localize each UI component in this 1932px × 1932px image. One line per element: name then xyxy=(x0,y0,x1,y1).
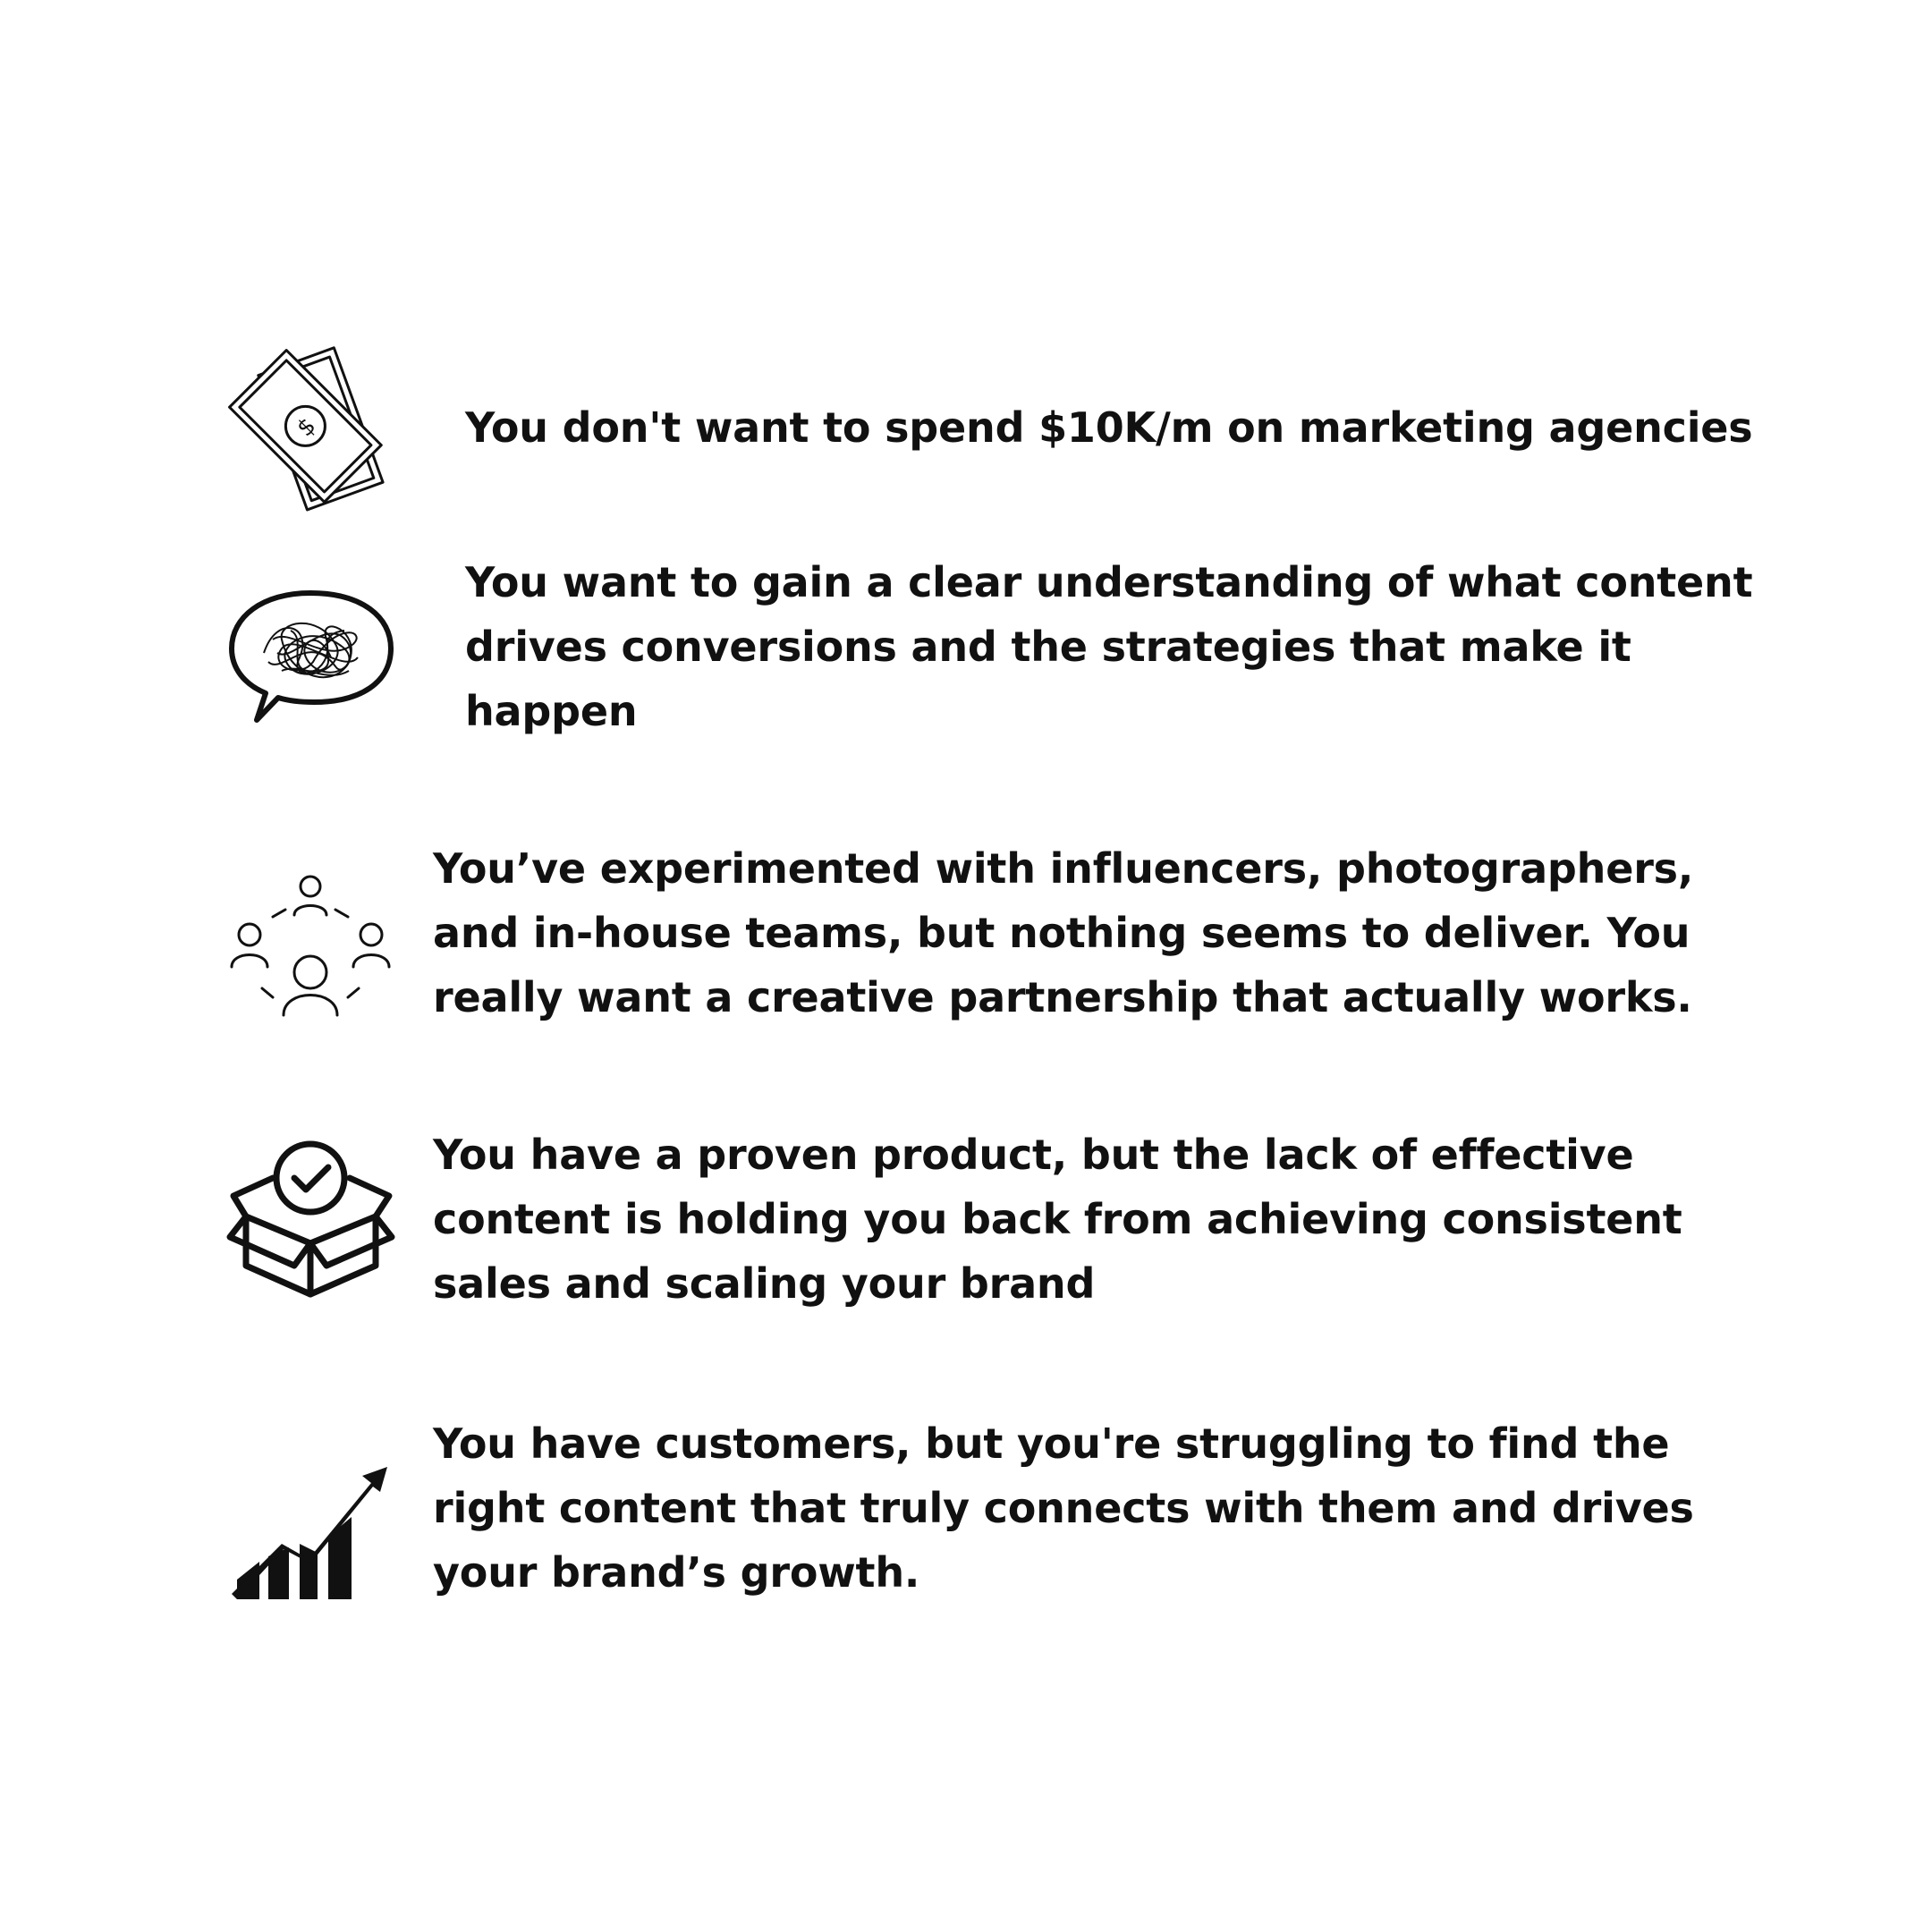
people-network-icon xyxy=(228,863,394,1029)
item-text: You have a proven product, but the lack of effective content is holding you back from achieving consistent sales and scaling your brand xyxy=(433,1131,1682,1308)
item-text: You don't want to spend $10K/m on marketing agencies xyxy=(465,403,1753,452)
money-bills-icon xyxy=(228,340,394,505)
item-text: You have customers, but you're struggling to find the right content that truly connects with them and drives your brand’s growth. xyxy=(433,1419,1694,1597)
item-text: You’ve experimented with influencers, photographers, and in-house teams, but nothing seems to deliver. You really want a creative partnership that actually works. xyxy=(433,844,1694,1021)
item-text: You want to gain a clear understanding of what content drives conversions and the strategies that make it happen xyxy=(465,558,1753,735)
growth-chart-icon xyxy=(228,1447,394,1613)
box-checkmark-icon xyxy=(228,1131,394,1297)
svg-text:$: $ xyxy=(292,412,322,443)
tangled-thought-bubble-icon xyxy=(228,577,394,742)
